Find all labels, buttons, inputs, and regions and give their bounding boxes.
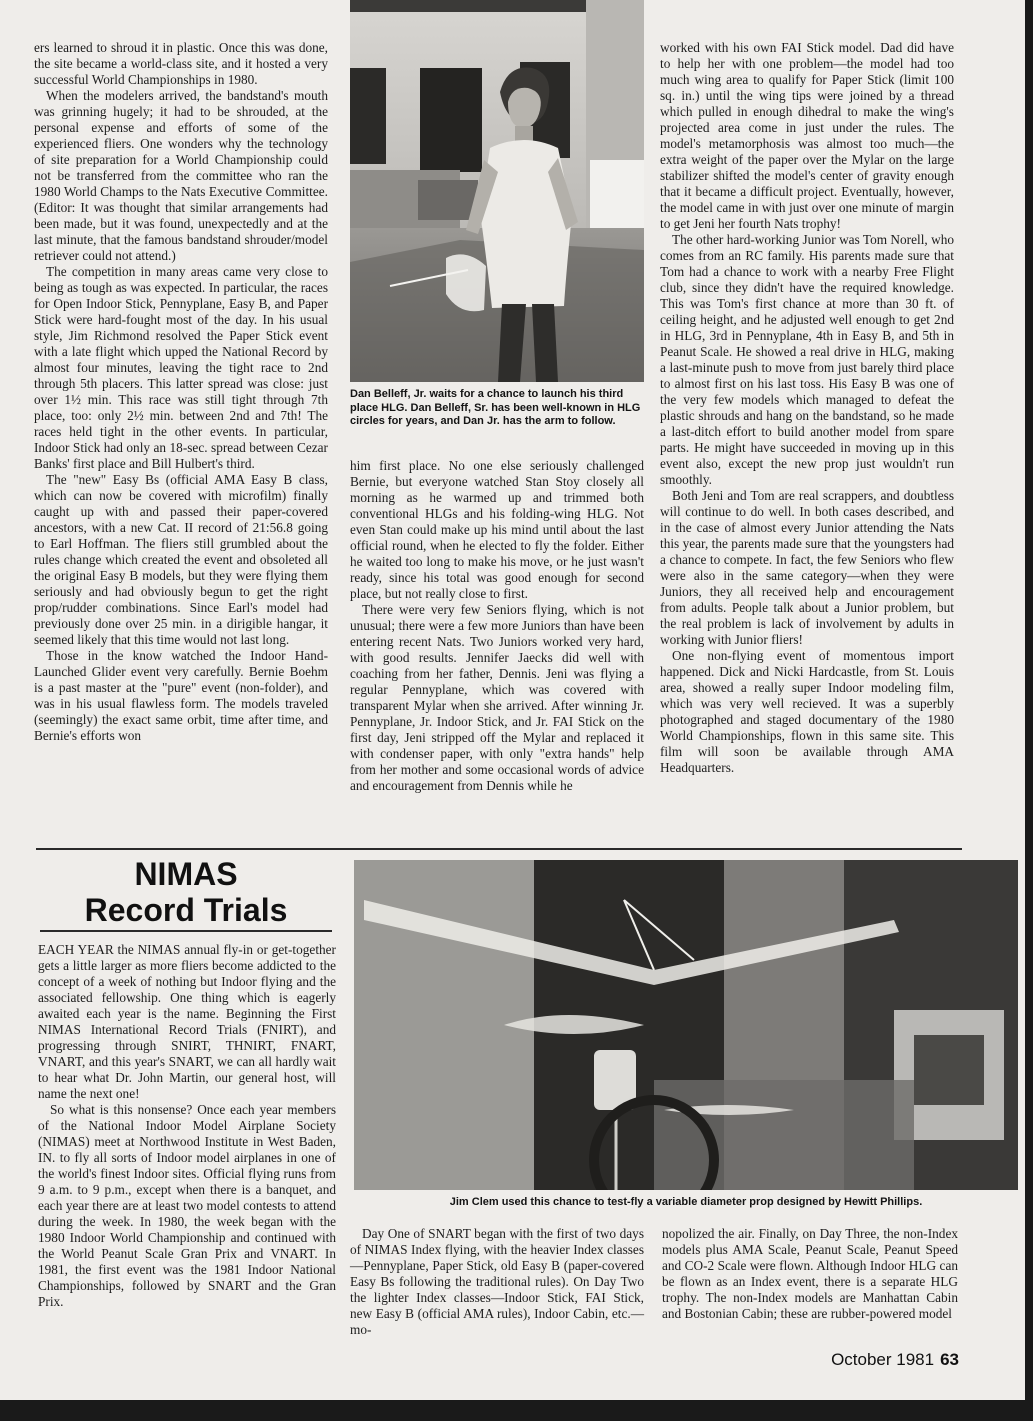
page-number: 63 xyxy=(940,1350,959,1369)
paragraph: The other hard-working Junior was Tom Norell, who comes from an RC family. His parents made sure that Tom had a chance to work with a nearby Free Flight club, since they didn't have the required knowledge. This was Tom's first chance at more than 30 ft. of ceiling height, and he adjusted well enough to get 2nd in HLG, 3rd in Pennyplane, 4th in Easy B, and 5th in Peanut Scale. He showed a real drive in HLG, making a last-minute push to move from just barely third place to almost first on his last toss. His Easy B was one of the very few models which managed to defeat the plastic shrouds and hang on the bandstand, so he made a last-ditch effort to build another model from spare parts. He might have succeeded in moving up in this event also, except the new prop just wouldn't run smoothly. xyxy=(660,232,954,487)
article-column-2 xyxy=(350,458,644,794)
photo-caption: Jim Clem used this chance to test-fly a variable diameter prop designed by Hewitt Phillips. xyxy=(449,1196,923,1208)
heading-line-2: Record Trials xyxy=(84,892,288,928)
paragraph: The competition in many areas came very close to being as tough as was expected. In particular, the races for Open Indoor Stick, Pennyplane, Easy B, and Paper Stick were hard-fought most of the day. In his usual style, Jim Richmond resolved the Paper Stick event with a late flight which upped the National Record by almost four minutes, leaving the tight race to 2nd through 5th placers. This latter spread was close: just over 1½ min. This race was still tight through 7th place, too: only 2½ min. between 2nd and 7th! The races held tight in the other events. In particular, Indoor Stick had only an 18-sec. spread between Cezar Banks' first place and Bill Hulbert's third. xyxy=(34,264,328,471)
issue-date: October 1981 xyxy=(831,1350,935,1369)
paragraph: Both Jeni and Tom are real scrappers, and doubtless will continue to do well. In both cases described, and in the case of almost every Junior attending the Nats this year, the parents made sure that the youngsters had a chance to compete. In fact, the few Seniors who flew were also in the same category—when they were Juniors, they all received help and encouragement from adults. People talk about a Junior problem, but the real problem is lack of involvement by adults in working with Junior fliers! xyxy=(660,488,954,647)
photo-model-airplane xyxy=(354,860,1018,1190)
paragraph: There were very few Seniors flying, which is not unusual; there were a few more Juniors than have been entering recent Nats. Two Juniors worked very hard, with good results. Jennifer Jaecks did well with coaching from her father, Dennis. Jeni was flying a regular Pennyplane, which was covered with transparent Mylar when she arrived. After winning Jr. Pennyplane, Jr. Indoor Stick, and Jr. FAI Stick on the first day, Jeni stripped off the Mylar and replaced it with condenser paper, with only "extra hands" help from her mother and some occasional words of advice and encouragement from Dennis while he xyxy=(350,602,644,793)
paragraph: nopolized the air. Finally, on Day Three, the non-Index models plus AMA Scale, Peanut Scale, Peanut Speed and CO-2 Scale were flown. Although Indoor HLG can be flown as an Index event, there is a separate HLG trophy. The non-Index models are Manhattan Cabin and Bostonian Cabin; these are rubber-powered model xyxy=(662,1226,958,1321)
paragraph: Day One of SNART began with the first of two days of NIMAS Index flying, with the heavier Index classes—Pennyplane, Paper Stick, old Easy B (paper-covered Easy Bs following the traditional rules). On Day Two the lighter Index classes—Indoor Stick, FAI Stick, new Easy B (official AMA rules), Indoor Cabin, etc.—mo- xyxy=(350,1226,644,1337)
photo-illustration xyxy=(350,0,644,382)
section-heading xyxy=(36,856,336,928)
nimas-column-2 xyxy=(350,1226,644,1338)
paragraph: The "new" Easy Bs (official AMA Easy B class, which can now be covered with microfilm) finally caught up with and passed their paper-covered ancestors, with a new Cat. II record of 21:56.8 going to Earl Hoffman. The fliers still grumbled about the rules change which created the event and obsoleted all the original Easy B models, but they were flying them seriously and had obviously begun to get the right prop/rudder combinations. Since Earl's model had previously done over 25 min. in a dirigible hangar, it seemed likely that this time would not last long. xyxy=(34,472,328,647)
article-column-1 xyxy=(34,40,328,744)
photo-illustration xyxy=(354,860,1018,1190)
photo-caption: Dan Belleff, Jr. waits for a chance to launch his third place HLG. Dan Belleff, Sr. has been well-known in HLG circles for years, and Dan Jr. has the arm to follow. xyxy=(350,388,641,427)
paragraph: Those in the know watched the Indoor Hand-Launched Glider event very carefully. Bernie Boehm is a past master at the "pure" event (non-folder), and was in his usual flawless form. The models traveled (seemingly) the exact same orbit, time after time, and Bernie's efforts won xyxy=(34,648,328,743)
article-column-3 xyxy=(660,40,954,776)
nimas-column-3 xyxy=(662,1226,958,1322)
section-divider xyxy=(36,848,962,850)
page-folio xyxy=(831,1350,959,1370)
paragraph: ers learned to shroud it in plastic. Once this was done, the site became a world-class site, and it hosted a very successful World Championships in 1980. xyxy=(34,40,328,87)
paragraph: EACH YEAR the NIMAS annual fly-in or get-together gets a little larger as more fliers become addicted to the concept of a week of nothing but Indoor flying and the associated fellowship. One thing which is eagerly awaited each year is the name. Beginning the First NIMAS International Record Trials (FNIRT), and progressing through SNIRT, THNIRT, FNART, VNART, and this year's SNART, we can all hardly wait to hear what Dr. John Martin, our general host, will name the next one! xyxy=(38,942,336,1101)
paragraph: One non-flying event of momentous import happened. Dick and Nicki Hardcastle, from St. Louis area, showed a really super Indoor modeling film, which was very well recieved. It was a superbly photographed and staged documentary of the 1980 World Championships, flown in this same site. This film will soon be available through AMA Headquarters. xyxy=(660,648,954,775)
paragraph: worked with his own FAI Stick model. Dad did have to help her with one problem—the model had too much wing area to qualify for Paper Stick (limit 100 sq. in.) until the wing tips were joined by a thread which pulled in enough dihedral to make the wing's projected area come in just under the rules. The model's metamorphosis was almost too much—the extra weight of the paper over the Mylar on the large stabilizer shifted the model's center of gravity enough that it became a difficult project. Eventually, however, the model came in with just over one minute of margin to get Jeni her fourth Nats trophy! xyxy=(660,40,954,231)
paragraph: When the modelers arrived, the bandstand's mouth was grinning hugely; it had to be shrouded, at the personal expense and efforts of some of the experienced fliers. One wonders why the technology of site preparation for a World Championship could not be transferred from the committee who ran the 1980 World Champs to the Nats Executive Committee. (Editor: It was thought that similar arrangements had been made, but it was found, unexpectedly and at the last minute, that the famous bandstand shrouder/model retriever could not attend.) xyxy=(34,88,328,263)
paragraph: So what is this nonsense? Once each year members of the National Indoor Model Airplane Society (NIMAS) meet at Northwood Institute in West Baden, IN. to fly all sorts of Indoor model airplanes in one of the world's finest Indoor sites. Official flying runs from 9 a.m. to 9 p.m., except when there is a banquet, and each year there are at least two model contests to attend during the week. In 1980, the week began with the 1980 Indoor World Championship and continued with the World Peanut Scale Gran Prix and VNART. In 1981, the first event was the 1981 Indoor National Championships, followed by SNART and the Gran Prix. xyxy=(38,1102,336,1309)
paragraph: him first place. No one else seriously challenged Bernie, but everyone watched Stan Stoy closely all morning as he warmed up and trimmed both conventional HLGs and his folding-wing HLG. Not even Stan could make up his mind until about the last official round, when he elected to fly the folder. Either he waited too long to make his move, or he just wasn't ready, since his total was good enough for second place, but not really close to first. xyxy=(350,458,644,601)
heading-underline xyxy=(40,930,332,932)
nimas-column-1 xyxy=(38,942,336,1310)
heading-line-1: NIMAS xyxy=(134,856,238,892)
photo-dan-belleff xyxy=(350,0,644,382)
